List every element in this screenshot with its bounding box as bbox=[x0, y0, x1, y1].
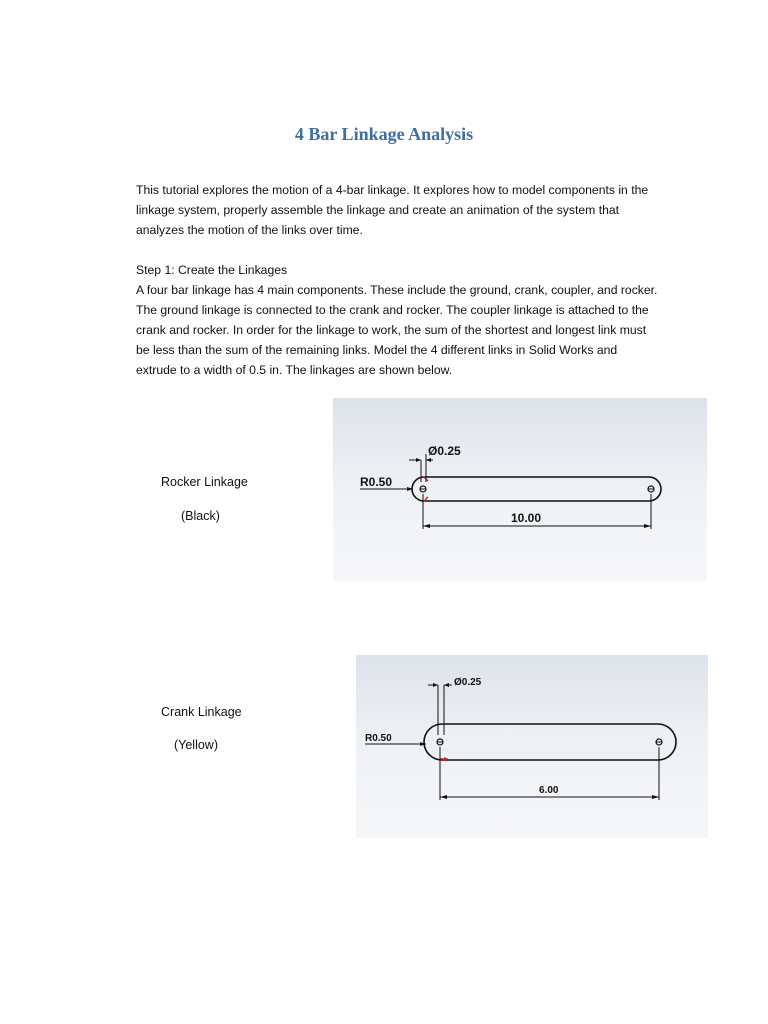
rocker-drawing-panel bbox=[333, 398, 707, 581]
intro-line: This tutorial explores the motion of a 4-bar linkage. It explores how to model components in the bbox=[136, 183, 649, 197]
crank-link-outline bbox=[424, 724, 676, 760]
intro-paragraph bbox=[136, 180, 696, 240]
crank-color-label: (Yellow) bbox=[174, 738, 219, 752]
crank-length-dimension: 6.00 bbox=[539, 785, 559, 796]
crank-hole-dimension: Ø0.25 bbox=[454, 677, 482, 688]
page-title: 4 Bar Linkage Analysis bbox=[294, 124, 474, 144]
step1-line: The ground linkage is connected to the crank and rocker. The coupler linkage is attached to the bbox=[136, 303, 649, 317]
rocker-linkage-label: Rocker Linkage bbox=[161, 475, 248, 489]
rocker-hole-dimension: Ø0.25 bbox=[428, 444, 461, 458]
crank-radius-dimension: R0.50 bbox=[365, 733, 392, 744]
rocker-linkage-drawing bbox=[333, 398, 707, 581]
rocker-radius-dimension: R0.50 bbox=[360, 475, 393, 489]
rocker-color-label: (Black) bbox=[181, 509, 220, 523]
step1-line: A four bar linkage has 4 main components. These include the ground, crank, coupler, and rocker. bbox=[136, 283, 658, 297]
rocker-link-outline bbox=[412, 477, 661, 501]
step1-paragraph bbox=[136, 260, 696, 380]
crank-drawing-panel bbox=[356, 655, 708, 838]
intro-line: analyzes the motion of the links over time. bbox=[136, 223, 363, 237]
crank-linkage-label: Crank Linkage bbox=[161, 705, 242, 719]
crank-linkage-drawing bbox=[356, 655, 708, 838]
step1-line: be less than the sum of the remaining links. Model the 4 different links in Solid Works and bbox=[136, 343, 618, 357]
step1-heading: Step 1: Create the Linkages bbox=[136, 263, 288, 277]
step1-line: extrude to a width of 0.5 in. The linkages are shown below. bbox=[136, 363, 453, 377]
intro-line: linkage system, properly assemble the linkage and create an animation of the system that bbox=[136, 203, 620, 217]
rocker-length-dimension: 10.00 bbox=[511, 511, 542, 525]
step1-line: crank and rocker. In order for the linkage to work, the sum of the shortest and longest link must bbox=[136, 323, 647, 337]
